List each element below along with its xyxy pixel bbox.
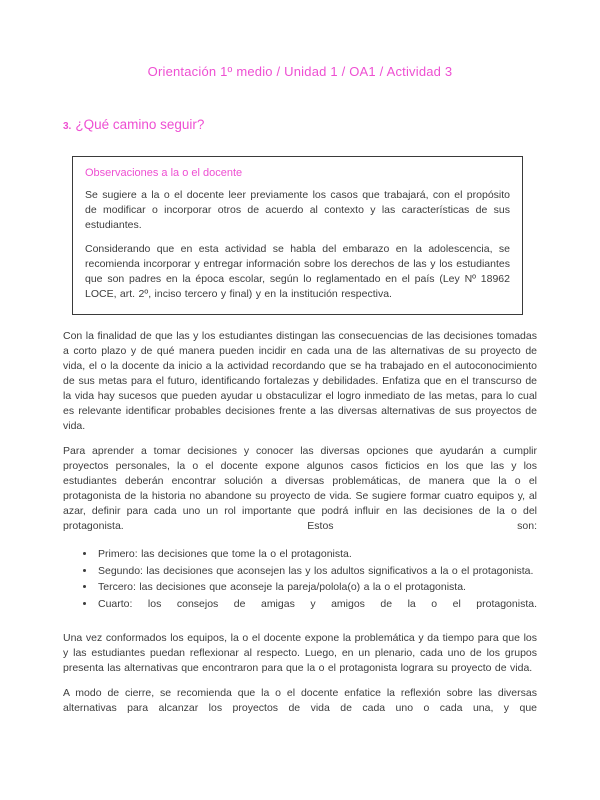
body-paragraph: Para aprender a tomar decisiones y conocer las diversas opciones que ayudarán a cumplir proyectos personales, la o el docente expone algunos casos ficticios en los que las y los estudiantes deberán encontrar solución a diversas problemáticas, de manera que la o el protagonista de la historia no abandone su proyecto de vida. Se sugiere formar cuatro equipos y, al azar, definir para cada uno un rol importante que podrá influir en las decisiones de la o del protagonista. Estos son: [63,445,537,532]
notes-box-heading: Observaciones a la o el docente [85,167,243,179]
teacher-notes-box [72,156,523,315]
list-item: • Segundo: las decisiones que aconsejen las y los adultos significativos a la o el protagonista. [96,564,537,580]
activity-title: ¿Qué camino seguir? [75,117,205,132]
roles-list [63,547,537,612]
activity-heading [63,117,537,132]
list-item: • Primero: las decisiones que tome la o el protagonista. [96,547,537,563]
list-item: • Cuarto: los consejos de amigas y amigos de la o el protagonista. [96,597,537,613]
body-paragraph: A modo de cierre, se recomienda que la o el docente enfatice la reflexión sobre las diversas alternativas para alcanzar los proyectos de vida de cada uno o cada una, y que [63,687,537,714]
body-paragraph: Una vez conformados los equipos, la o el docente expone la problemática y da tiempo para que los y las estudiantes puedan reflexionar al respecto. Luego, en un plenario, cada uno de los grupos presenta las alternativas que encontraron para que la o el protagonista lograra su proyecto de vida. [63,632,537,674]
activity-number: 3. [63,121,72,132]
list-item: • Tercero: las decisiones que aconseje la pareja/polola(o) a la o el protagonista. [96,580,537,596]
body-paragraph: Con la finalidad de que las y los estudiantes distingan las consecuencias de las decisiones tomadas a corto plazo y de qué manera pueden incidir en cada una de las alternativas de su proyecto de vida, el o la docente da inicio a la actividad recordando que se ha trabajado en el autoconocimiento de sus metas para el futuro, identificando fortalezas y debilidades. Enfatiza que en el transcurso de la vida hay sucesos que pueden ayudar u obstaculizar el logro inmediato de las metas, para lo cual es relevante identificar probables decisiones frente a las diversas alternativas de sus proyectos de vida. [63,330,537,432]
notes-paragraph: Se sugiere a la o el docente leer previamente los casos que trabajará, con el propósito de modificar o incorporar otros de acuerdo al contexto y las características de sus estudiantes. [85,189,510,231]
notes-paragraph: Considerando que en esta actividad se habla del embarazo en la adolescencia, se recomienda incorporar y entregar información sobre los derechos de las y los estudiantes que son padres en la época escolar, según lo reglamentado en el país (Ley Nº 18962 LOCE, art. 2º, inciso tercero y final) y en la institución respectiva. [85,243,510,300]
breadcrumb-title: Orientación 1º medio / Unidad 1 / OA1 / Actividad 3 [147,64,453,79]
